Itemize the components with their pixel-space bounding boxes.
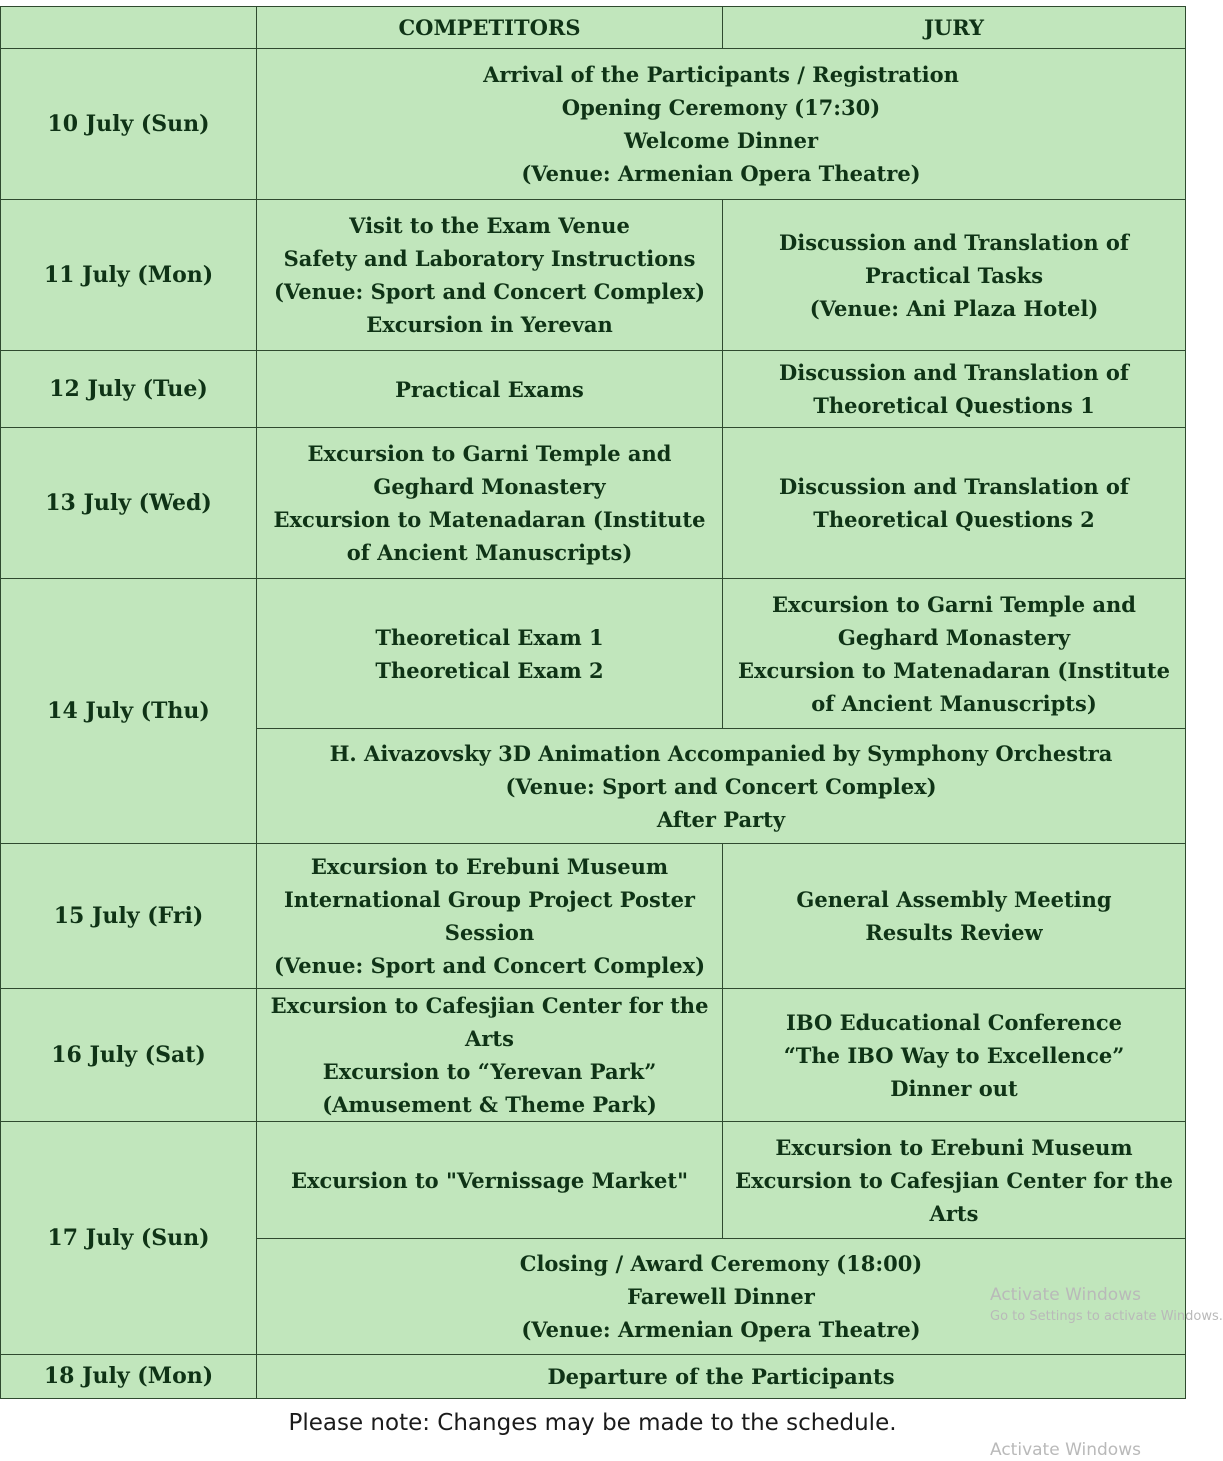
table-row — [1, 1355, 1186, 1399]
table-row — [1, 200, 1186, 351]
activity-line: Excursion to Cafesjian Center for the Arts — [735, 1167, 1173, 1226]
activity-line: Discussion and Translation of — [779, 229, 1129, 255]
activity-line: Practical Tasks — [864, 262, 1044, 288]
activity-line: Farewell Dinner — [627, 1284, 815, 1309]
activity-line: Excursion to Cafesjian Center for the Arts — [270, 993, 709, 1051]
jury-cell — [723, 428, 1186, 579]
day-cell: 11 July (Mon) — [1, 200, 257, 351]
jury-cell — [723, 200, 1186, 351]
activity-line: Excursion to Matenadaran (Institute of Ancient Manuscripts) — [738, 657, 1170, 716]
competitors-cell — [257, 428, 723, 579]
activity-line: Discussion and Translation of — [779, 360, 1129, 385]
activity-line: Practical Exams — [395, 376, 584, 402]
jury-cell — [723, 351, 1186, 428]
activity-line: (Venue: Armenian Opera Theatre) — [521, 1317, 921, 1342]
activity-line: (Venue: Sport and Concert Complex) — [273, 279, 706, 304]
activity-line: Opening Ceremony (17:30) — [561, 95, 881, 120]
activity-line: (Venue: Ani Plaza Hotel) — [809, 295, 1099, 321]
day-cell: 10 July (Sun) — [1, 49, 257, 200]
activity-line: Discussion and Translation of — [779, 474, 1129, 499]
schedule-table — [0, 6, 1186, 1399]
day-cell: 12 July (Tue) — [1, 351, 257, 428]
activity-line: H. Aivazovsky 3D Animation Accompanied by Symphony Orchestra — [329, 740, 1113, 766]
activity-line: General Assembly Meeting — [796, 887, 1112, 912]
activity-line: Theoretical Questions 2 — [813, 507, 1095, 532]
table-row — [1, 428, 1186, 579]
table-row — [1, 1122, 1186, 1239]
activity-line: (Venue: Sport and Concert Complex) — [505, 773, 937, 799]
jury-cell — [723, 844, 1186, 989]
activity-line: Theoretical Exam 2 — [375, 657, 604, 683]
header-jury: JURY — [723, 7, 1186, 49]
activity-line: Welcome Dinner — [623, 128, 819, 153]
activity-line: IBO Educational Conference — [786, 1009, 1122, 1035]
activity-line: International Group Project Poster Session — [283, 887, 695, 945]
activity-line: Excursion to Erebuni Museum — [775, 1134, 1133, 1160]
jury-cell — [723, 989, 1186, 1122]
activity-line: Excursion to Matenadaran (Institute of Ancient Manuscripts) — [273, 507, 706, 565]
activity-line: Excursion to Erebuni Museum — [310, 854, 669, 879]
header-blank-cell — [1, 7, 257, 49]
activity-line: Dinner out — [890, 1075, 1018, 1101]
shared-activities-cell — [257, 1355, 1186, 1399]
jury-cell — [723, 579, 1186, 729]
activity-line: (Venue: Armenian Opera Theatre) — [521, 161, 921, 186]
day-cell: 18 July (Mon) — [1, 1355, 257, 1399]
header-row — [1, 7, 1186, 49]
competitors-cell — [257, 351, 723, 428]
activity-line: Visit to the Exam Venue — [349, 213, 630, 238]
competitors-cell — [257, 844, 723, 989]
schedule-note: Please note: Changes may be made to the schedule. — [288, 1410, 897, 1436]
competitors-cell — [257, 579, 723, 729]
table-row — [1, 844, 1186, 989]
competitors-cell — [257, 989, 723, 1122]
competitors-cell — [257, 1122, 723, 1239]
day-cell: 13 July (Wed) — [1, 428, 257, 579]
competitors-cell — [257, 200, 723, 351]
table-row — [1, 989, 1186, 1122]
activity-line: After Party — [656, 806, 786, 832]
activity-line: Excursion to “Yerevan Park” (Amusement & Theme Park) — [322, 1059, 657, 1117]
activity-line: Excursion to "Vernissage Market" — [290, 1167, 689, 1193]
activation-watermark-title: Activate Windows — [990, 1285, 1141, 1305]
activity-line: Excursion in Yerevan — [366, 312, 613, 337]
activation-watermark-bottom: Activate Windows — [990, 1440, 1141, 1460]
table-row — [1, 579, 1186, 729]
activity-line: Safety and Laboratory Instructions — [283, 246, 696, 271]
day-cell: 15 July (Fri) — [1, 844, 257, 989]
day-cell: 14 July (Thu) — [1, 579, 257, 844]
activity-line: Theoretical Questions 1 — [813, 393, 1095, 418]
shared-activities-cell — [257, 49, 1186, 200]
activation-watermark-subtitle: Go to Settings to activate Windows. — [990, 1309, 1223, 1324]
activity-line: Theoretical Exam 1 — [375, 624, 604, 650]
day-cell: 16 July (Sat) — [1, 989, 257, 1122]
activity-line: Arrival of the Participants / Registration — [483, 62, 959, 87]
day-cell: 17 July (Sun) — [1, 1122, 257, 1355]
activity-line: “The IBO Way to Excellence” — [783, 1042, 1125, 1068]
table-row — [1, 351, 1186, 428]
table-row — [1, 49, 1186, 200]
activity-line: Departure of the Participants — [547, 1364, 895, 1389]
shared-activities-cell — [257, 729, 1186, 844]
jury-cell — [723, 1122, 1186, 1239]
activity-line: (Venue: Sport and Concert Complex) — [273, 953, 706, 978]
activity-line: Excursion to Garni Temple and Geghard Monastery — [772, 591, 1136, 650]
activity-line: Excursion to Garni Temple and Geghard Monastery — [307, 441, 672, 499]
header-competitors: COMPETITORS — [257, 7, 723, 49]
activity-line: Results Review — [865, 920, 1043, 945]
activity-line: Closing / Award Ceremony (18:00) — [519, 1251, 923, 1276]
